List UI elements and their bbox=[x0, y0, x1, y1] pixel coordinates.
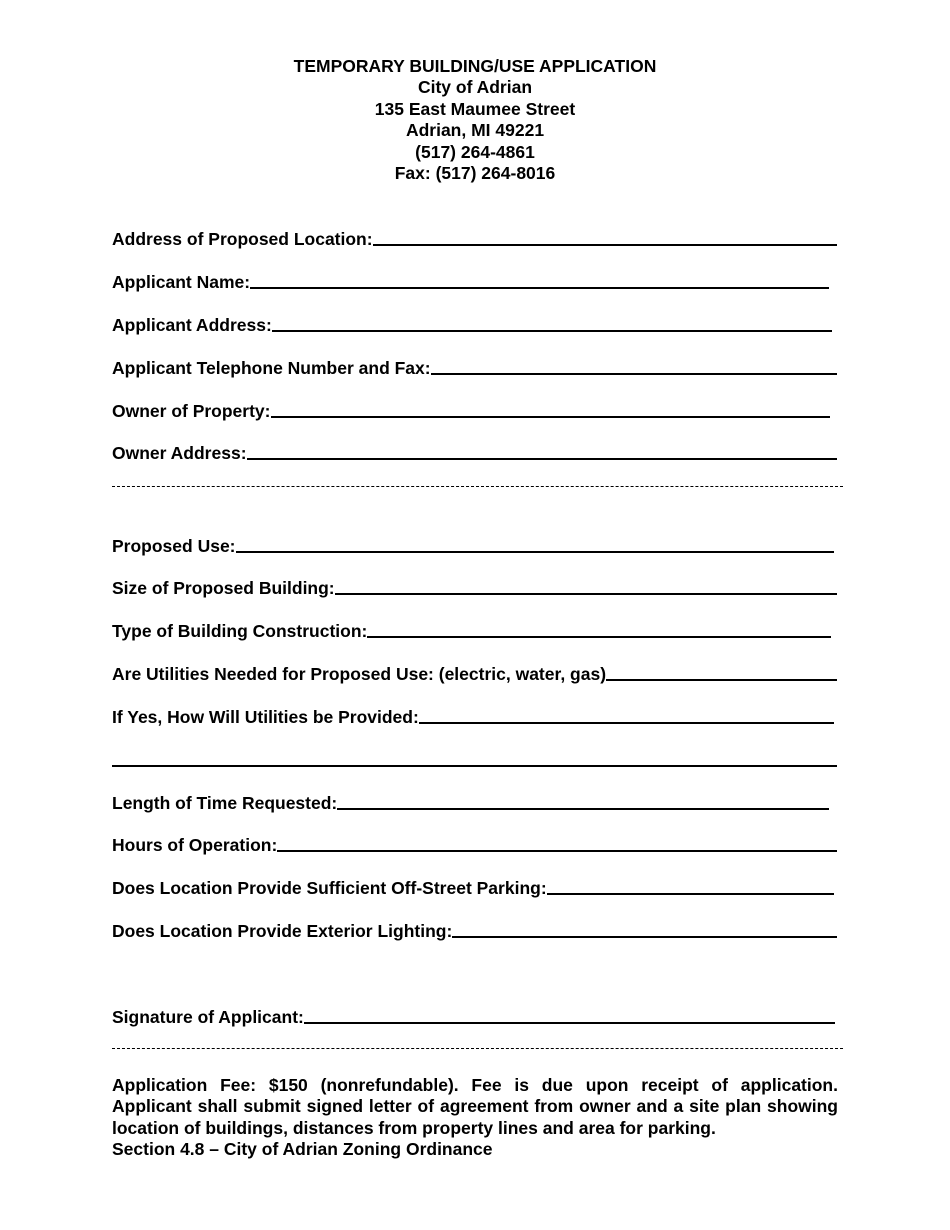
length-time-field bbox=[112, 791, 829, 813]
owner-blank[interactable] bbox=[271, 416, 831, 418]
signature-label: Signature of Applicant: bbox=[112, 1007, 304, 1027]
phone-number: (517) 264-4861 bbox=[415, 141, 535, 162]
fee-paragraph: Application Fee: $150 (nonrefundable). Fee is due upon receipt of application. Applicant shall submit signed letter of agreement from owner and a site plan showing location of buildings, distances from property lines and area for parking. bbox=[112, 1075, 838, 1138]
construction-type-blank[interactable] bbox=[367, 636, 831, 638]
hours-field bbox=[112, 833, 837, 855]
lighting-label: Does Location Provide Exterior Lighting: bbox=[112, 921, 453, 941]
length-time-blank[interactable] bbox=[337, 808, 829, 810]
utilities-how-blank[interactable] bbox=[419, 722, 834, 724]
address-location-blank[interactable] bbox=[373, 244, 837, 246]
fax-number: Fax: (517) 264-8016 bbox=[394, 163, 556, 184]
hours-blank[interactable] bbox=[277, 850, 837, 852]
ordinance-reference: Section 4.8 – City of Adrian Zoning Ordinance bbox=[112, 1139, 493, 1160]
address-location-field bbox=[112, 227, 837, 249]
applicant-address-field bbox=[112, 313, 832, 335]
utilities-field bbox=[112, 662, 837, 684]
building-size-blank[interactable] bbox=[335, 593, 837, 595]
utilities-label: Are Utilities Needed for Proposed Use: (electric, water, gas) bbox=[112, 664, 607, 684]
building-size-label: Size of Proposed Building: bbox=[112, 578, 335, 598]
parking-field bbox=[112, 876, 834, 898]
utilities-blank[interactable] bbox=[606, 679, 837, 681]
parking-label: Does Location Provide Sufficient Off-Street Parking: bbox=[112, 878, 547, 898]
street-address: 135 East Maumee Street bbox=[374, 98, 576, 119]
applicant-address-label: Applicant Address: bbox=[112, 315, 272, 335]
applicant-phone-blank[interactable] bbox=[431, 373, 837, 375]
utilities-how-field bbox=[112, 705, 834, 727]
utilities-how-label: If Yes, How Will Utilities be Provided: bbox=[112, 707, 419, 727]
city-name: City of Adrian bbox=[417, 77, 533, 98]
proposed-use-blank[interactable] bbox=[236, 551, 835, 553]
lighting-field bbox=[112, 919, 837, 941]
utilities-extra-blank[interactable] bbox=[112, 765, 837, 767]
applicant-address-blank[interactable] bbox=[272, 330, 832, 332]
applicant-name-blank[interactable] bbox=[250, 287, 829, 289]
footer-divider bbox=[112, 1048, 843, 1049]
footer-notes bbox=[112, 1075, 838, 1161]
signature-field bbox=[112, 1005, 835, 1027]
applicant-phone-field bbox=[112, 356, 837, 378]
owner-field bbox=[112, 399, 830, 421]
address-location-label: Address of Proposed Location: bbox=[112, 229, 373, 249]
form-header bbox=[0, 56, 950, 184]
length-time-label: Length of Time Requested: bbox=[112, 793, 338, 813]
owner-address-field bbox=[112, 441, 837, 463]
form-title: TEMPORARY BUILDING/USE APPLICATION bbox=[293, 56, 657, 76]
proposed-use-label: Proposed Use: bbox=[112, 536, 236, 556]
building-size-field bbox=[112, 576, 837, 598]
city-state-zip: Adrian, MI 49221 bbox=[405, 120, 545, 141]
applicant-phone-label: Applicant Telephone Number and Fax: bbox=[112, 358, 431, 378]
construction-type-label: Type of Building Construction: bbox=[112, 621, 368, 641]
parking-blank[interactable] bbox=[547, 893, 834, 895]
construction-type-field bbox=[112, 619, 831, 641]
hours-label: Hours of Operation: bbox=[112, 835, 278, 855]
applicant-name-field bbox=[112, 270, 829, 292]
section-divider bbox=[112, 486, 843, 487]
signature-blank[interactable] bbox=[304, 1022, 835, 1024]
owner-address-label: Owner Address: bbox=[112, 443, 247, 463]
lighting-blank[interactable] bbox=[452, 936, 837, 938]
owner-label: Owner of Property: bbox=[112, 401, 271, 421]
owner-address-blank[interactable] bbox=[247, 458, 837, 460]
applicant-name-label: Applicant Name: bbox=[112, 272, 251, 292]
proposed-use-field bbox=[112, 534, 834, 556]
